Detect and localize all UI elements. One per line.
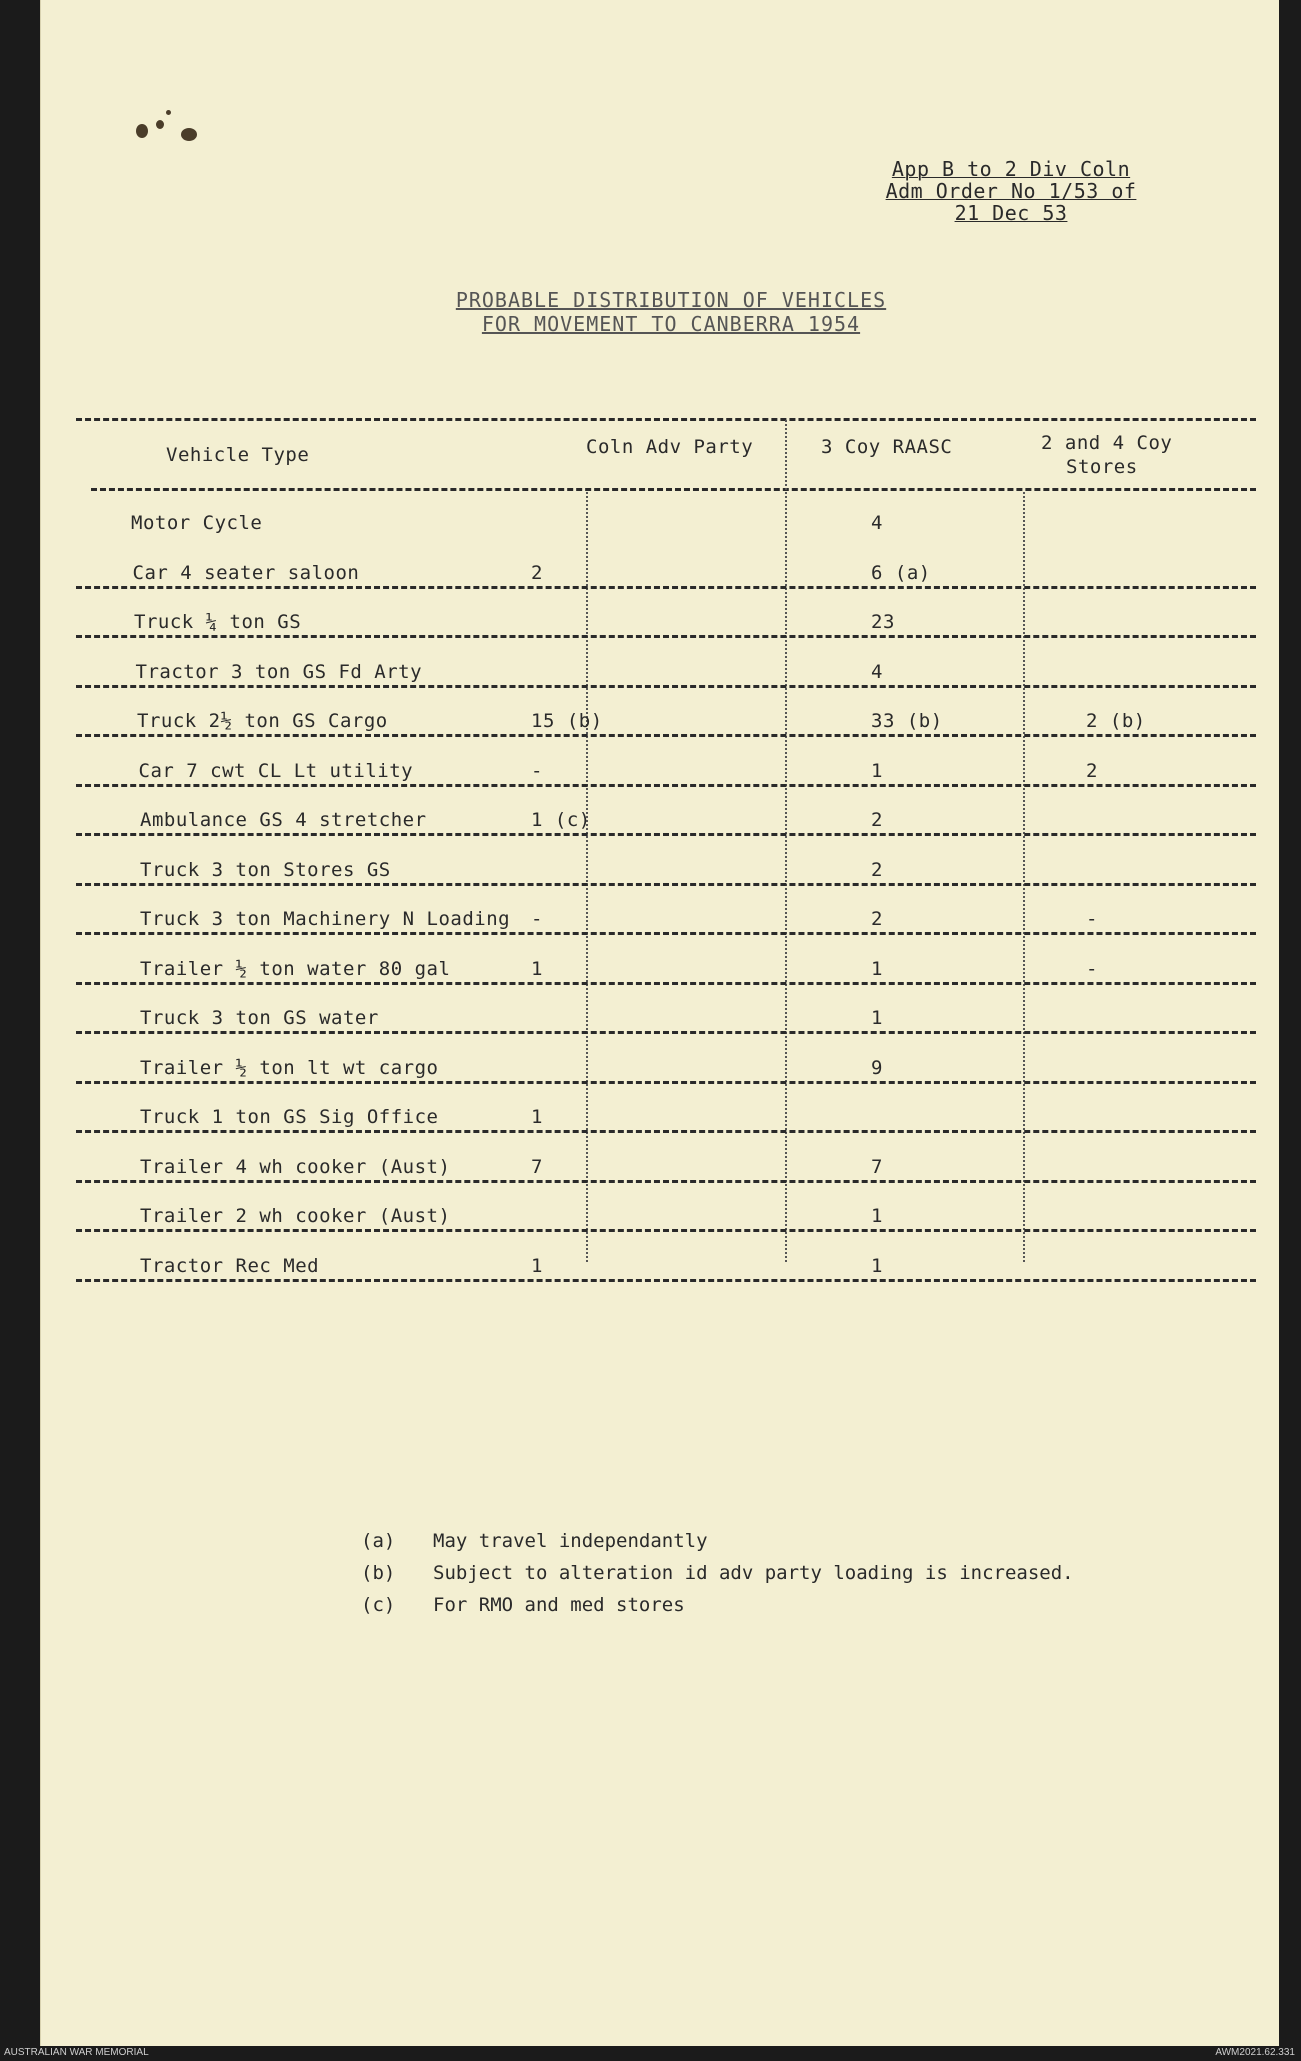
header-stores: Stores: [1066, 456, 1138, 478]
reference-line: Adm Order No 1/53 of: [885, 179, 1137, 203]
row-cell-coy3: 4: [871, 512, 883, 534]
document-page: [40, 0, 1279, 2046]
row-cell-coy24: 2: [1086, 760, 1098, 782]
row-rule: [76, 1081, 1256, 1084]
row-cell-coy3: 7: [871, 1156, 883, 1178]
row-vehicle-type: Car 7 cwt CL Lt utility: [138, 760, 414, 782]
ink-blot: [181, 128, 197, 141]
row-vehicle-type: Motor Cycle: [131, 512, 263, 534]
row-cell-coln: 15 (b): [531, 710, 603, 732]
footnotes: [361, 1530, 1181, 1626]
row-cell-coy3: 33 (b): [871, 710, 943, 732]
row-cell-coy3: 1: [871, 1007, 883, 1029]
header-vehicle-type: Vehicle Type: [166, 444, 310, 466]
document-title: [391, 288, 951, 336]
row-vehicle-type: Tractor Rec Med: [140, 1255, 320, 1277]
row-rule: [76, 932, 1256, 935]
title-line: PROBABLE DISTRIBUTION OF VEHICLES: [455, 288, 887, 312]
row-cell-coln: -: [531, 760, 543, 782]
row-rule: [76, 883, 1256, 886]
row-vehicle-type: Trailer 4 wh cooker (Aust): [140, 1156, 451, 1178]
row-vehicle-type: Truck ¼ ton GS: [134, 611, 302, 633]
column-divider: [1023, 492, 1025, 1262]
row-cell-coln: 2: [531, 562, 543, 584]
header-2-and-4-coy: 2 and 4 Coy: [1041, 432, 1173, 454]
row-cell-coy3: 6 (a): [871, 562, 931, 584]
row-vehicle-type: Trailer ½ ton lt wt cargo: [140, 1057, 439, 1079]
row-rule: [76, 1229, 1256, 1232]
row-rule: [76, 1031, 1256, 1034]
archive-footer: [0, 2046, 1301, 2061]
title-line: FOR MOVEMENT TO CANBERRA 1954: [481, 312, 861, 336]
row-vehicle-type: Car 4 seater saloon: [132, 562, 360, 584]
row-vehicle-type: Truck 3 ton GS water: [140, 1007, 379, 1029]
footnote: [361, 1594, 1181, 1616]
row-cell-coln: 1: [531, 1106, 543, 1128]
row-cell-coy3: 2: [871, 859, 883, 881]
column-divider: [586, 492, 588, 1262]
ink-blot: [166, 110, 171, 115]
row-cell-coln: 1: [531, 1255, 543, 1277]
row-cell-coln: 1 (c): [531, 809, 591, 831]
row-vehicle-type: Tractor 3 ton GS Fd Arty: [135, 661, 423, 683]
row-cell-coln: -: [531, 908, 543, 930]
row-vehicle-type: Truck 2½ ton GS Cargo: [137, 710, 388, 732]
footnote: [361, 1530, 1181, 1552]
row-vehicle-type: Ambulance GS 4 stretcher: [140, 809, 427, 831]
row-cell-coy3: 1: [871, 1255, 883, 1277]
ink-blot: [156, 120, 164, 129]
archive-name: AUSTRALIAN WAR MEMORIAL: [4, 2047, 149, 2058]
archive-id: AWM2021.62.331: [1215, 2047, 1295, 2058]
row-cell-coy3: 2: [871, 908, 883, 930]
row-rule: [76, 833, 1256, 836]
row-vehicle-type: Truck 1 ton GS Sig Office: [140, 1106, 439, 1128]
row-cell-coy24: -: [1086, 958, 1098, 980]
row-cell-coln: 7: [531, 1156, 543, 1178]
reference-line: 21 Dec 53: [954, 201, 1068, 225]
footnote-text: May travel independantly: [433, 1530, 708, 1552]
row-rule: [76, 586, 1256, 589]
ink-blot: [136, 124, 148, 138]
row-rule: [76, 784, 1256, 787]
row-vehicle-type: Truck 3 ton Stores GS: [140, 859, 391, 881]
footnote-key: (c): [361, 1594, 396, 1616]
order-reference: [821, 158, 1201, 224]
row-rule: [76, 635, 1256, 638]
row-vehicle-type: Truck 3 ton Machinery N Loading: [140, 908, 511, 930]
row-cell-coy3: 9: [871, 1057, 883, 1079]
footnote-text: For RMO and med stores: [433, 1594, 685, 1616]
row-cell-coy3: 1: [871, 760, 883, 782]
footnote-key: (a): [361, 1530, 396, 1552]
header-3-coy-raasc: 3 Coy RAASC: [821, 436, 953, 458]
row-cell-coy24: 2 (b): [1086, 710, 1146, 732]
footnote-text: Subject to alteration id adv party loading is increased.: [433, 1562, 1074, 1584]
footnote: [361, 1562, 1181, 1584]
column-divider: [785, 420, 787, 1262]
row-rule: [76, 734, 1256, 737]
reference-line: App B to 2 Div Coln: [891, 157, 1131, 181]
row-rule: [76, 1279, 1256, 1282]
row-cell-coy3: 4: [871, 661, 883, 683]
row-cell-coln: 1: [531, 958, 543, 980]
row-rule: [76, 685, 1256, 688]
row-vehicle-type: Trailer ½ ton water 80 gal: [140, 958, 451, 980]
header-coln-adv-party: Coln Adv Party: [586, 436, 754, 458]
row-cell-coy3: 23: [871, 611, 895, 633]
row-rule: [76, 982, 1256, 985]
row-cell-coy3: 1: [871, 1205, 883, 1227]
row-rule: [76, 1130, 1256, 1133]
row-rule: [76, 1180, 1256, 1183]
row-cell-coy24: -: [1086, 908, 1098, 930]
footnote-key: (b): [361, 1562, 396, 1584]
header-bottom-rule: [91, 488, 1256, 491]
row-vehicle-type: Trailer 2 wh cooker (Aust): [140, 1205, 451, 1227]
row-cell-coy3: 1: [871, 958, 883, 980]
row-cell-coy3: 2: [871, 809, 883, 831]
table-top-rule: [76, 418, 1256, 421]
